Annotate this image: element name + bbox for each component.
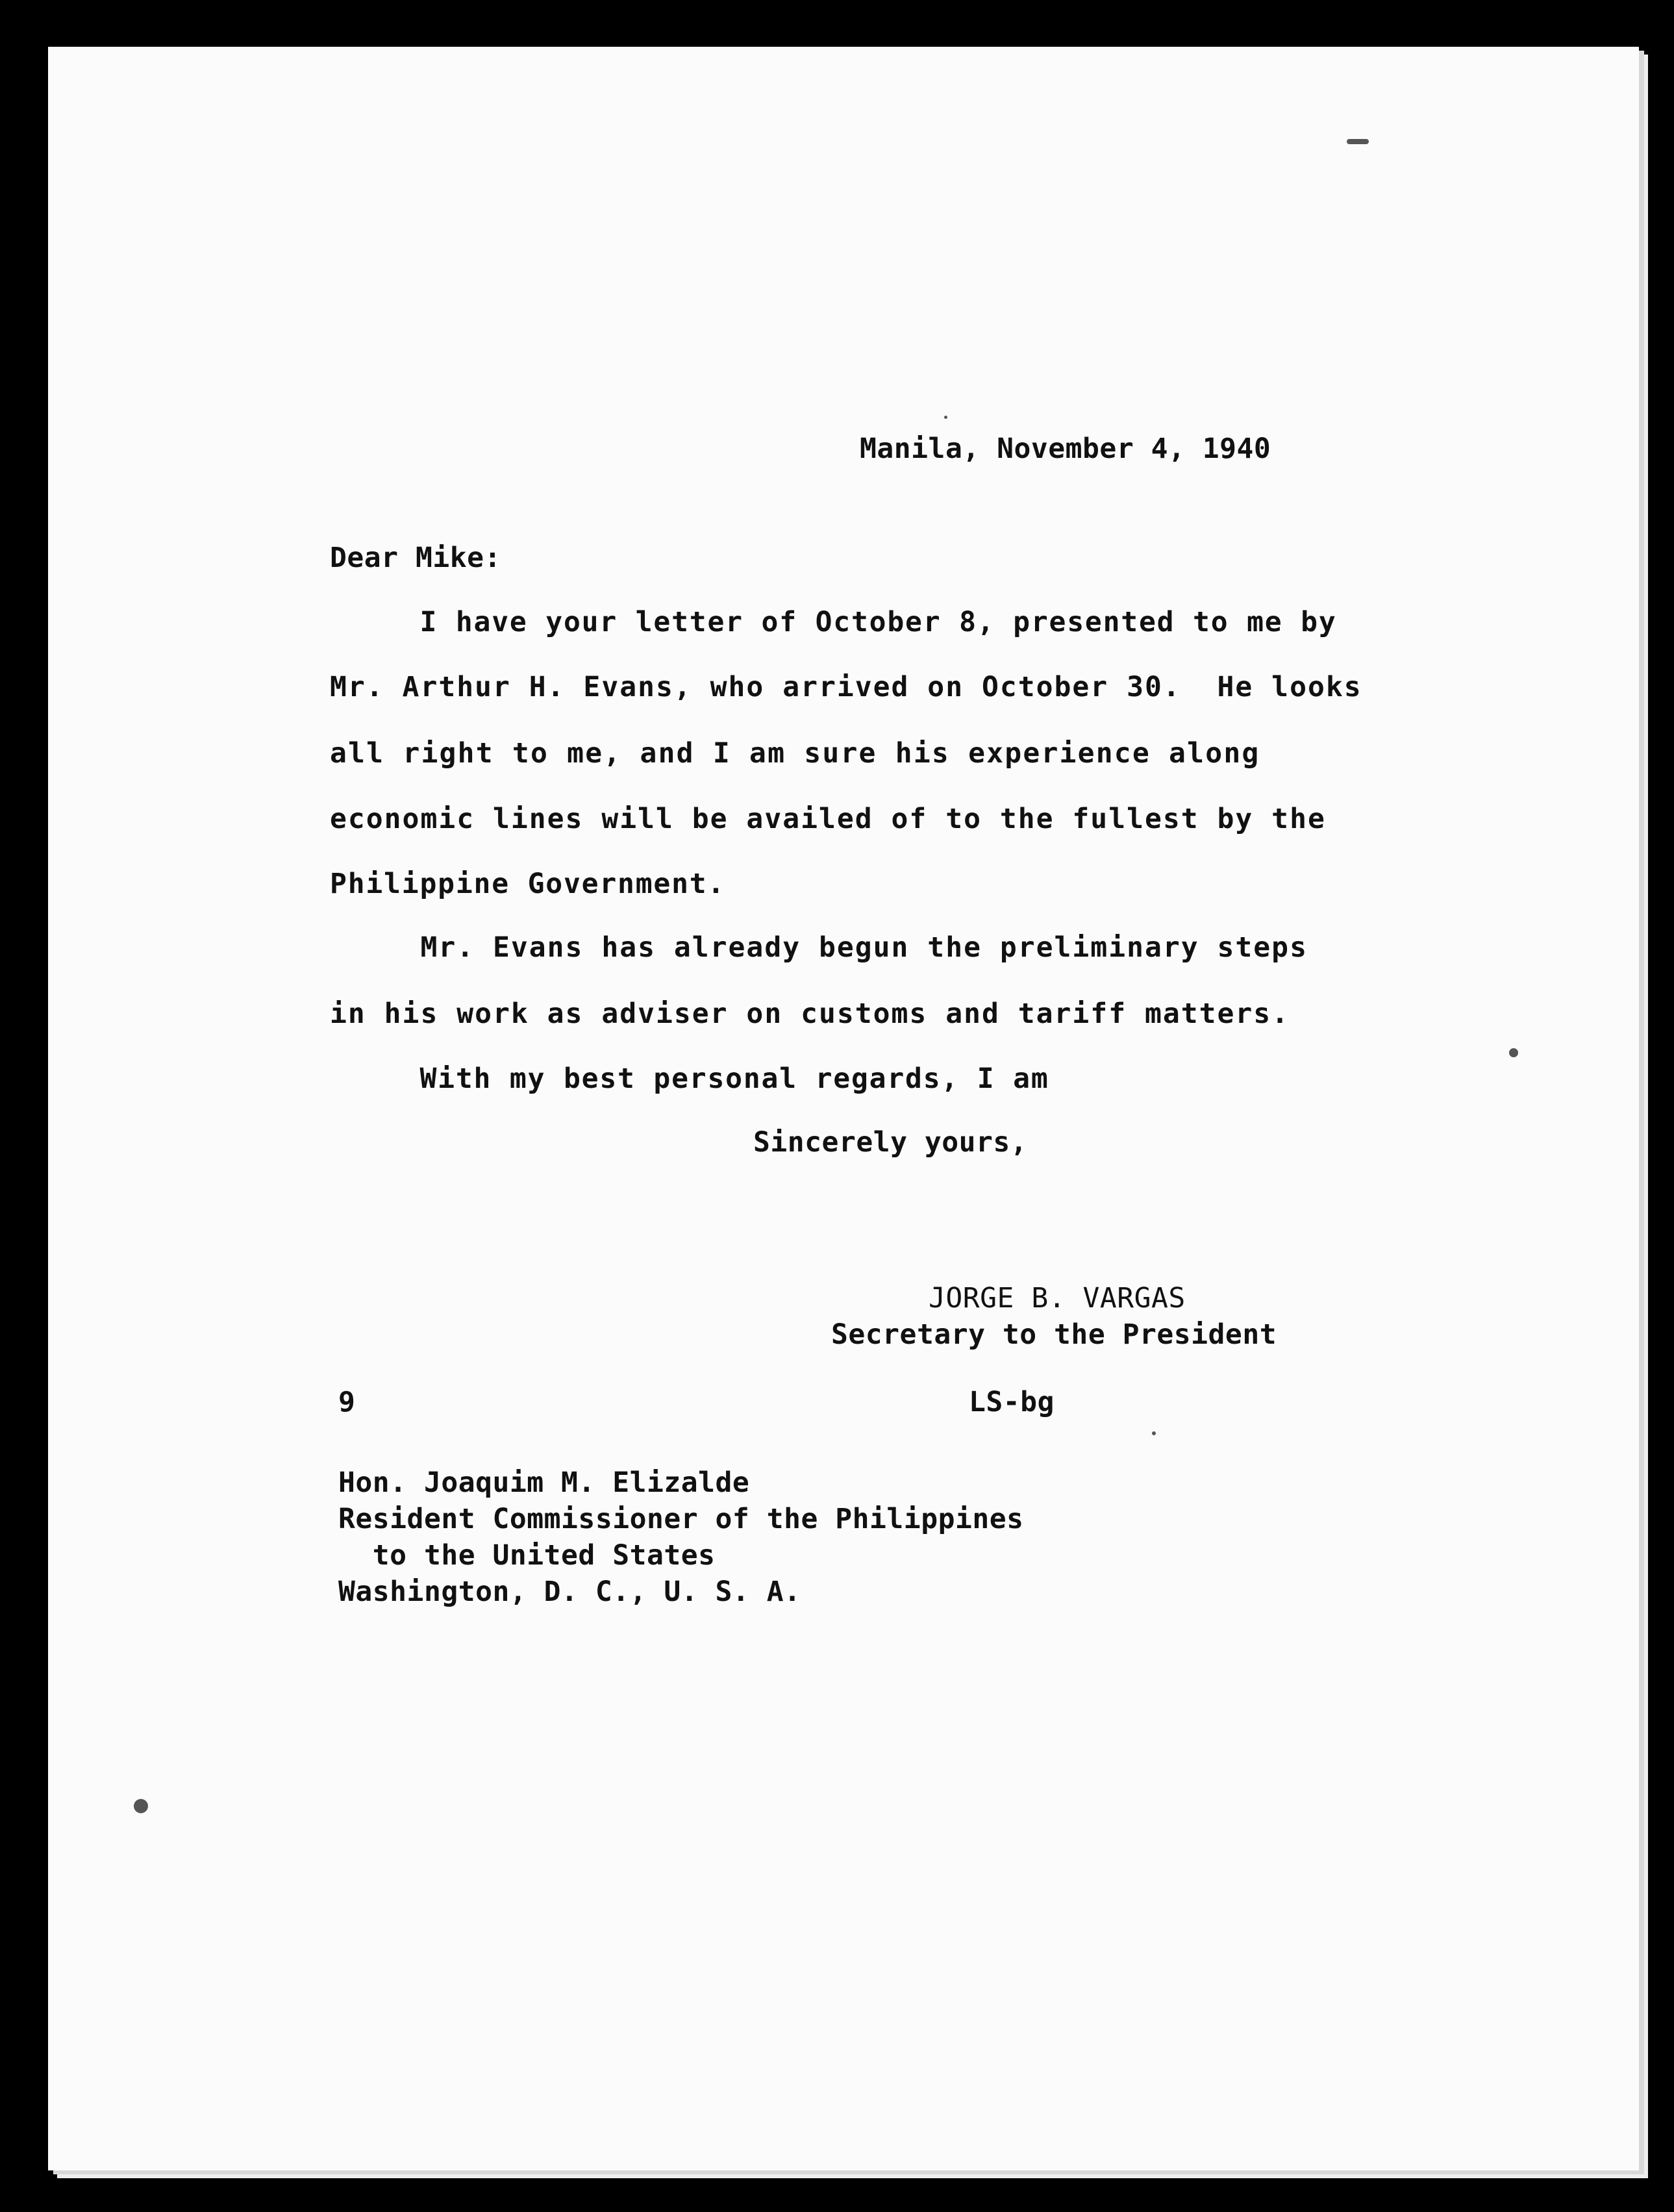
body-line-8: With my best personal regards, I am (330, 1062, 1049, 1095)
ink-speck (1347, 139, 1369, 144)
salutation: Dear Mike: (330, 542, 501, 574)
signatory-title: Secretary to the President (831, 1318, 1277, 1351)
letter-page (48, 47, 1639, 2170)
body-line-2: Mr. Arthur H. Evans, who arrived on October 30. He looks (330, 671, 1362, 703)
signatory-name: JORGE B. VARGAS (929, 1282, 1186, 1314)
addressee-line-4: Washington, D. C., U. S. A. (338, 1576, 801, 1608)
addressee-line-2: Resident Commissioner of the Philippines (338, 1503, 1024, 1535)
addressee-line-3: to the United States (338, 1539, 716, 1572)
letter-body (48, 47, 1639, 2170)
file-number: 9 (338, 1386, 356, 1418)
body-line-5: Philippine Government. (330, 868, 726, 900)
body-line-3: all right to me, and I am sure his experience along (330, 737, 1260, 770)
body-line-4: economic lines will be availed of to the fullest by the (330, 803, 1326, 835)
ink-speck (1152, 1431, 1156, 1435)
closing: Sincerely yours, (753, 1126, 1028, 1159)
body-line-1: I have your letter of October 8, presented to me by (330, 606, 1337, 638)
body-line-6: Mr. Evans has already begun the preliminary steps (330, 931, 1308, 964)
body-line-7: in his work as adviser on customs and tariff matters. (330, 998, 1290, 1030)
dateline: Manila, November 4, 1940 (860, 433, 1271, 465)
addressee-line-1: Hon. Joaquim M. Elizalde (338, 1466, 750, 1499)
ink-speck (944, 416, 947, 419)
ink-speck (1509, 1048, 1518, 1057)
ink-speck (134, 1799, 148, 1813)
initials: LS-bg (969, 1386, 1055, 1418)
